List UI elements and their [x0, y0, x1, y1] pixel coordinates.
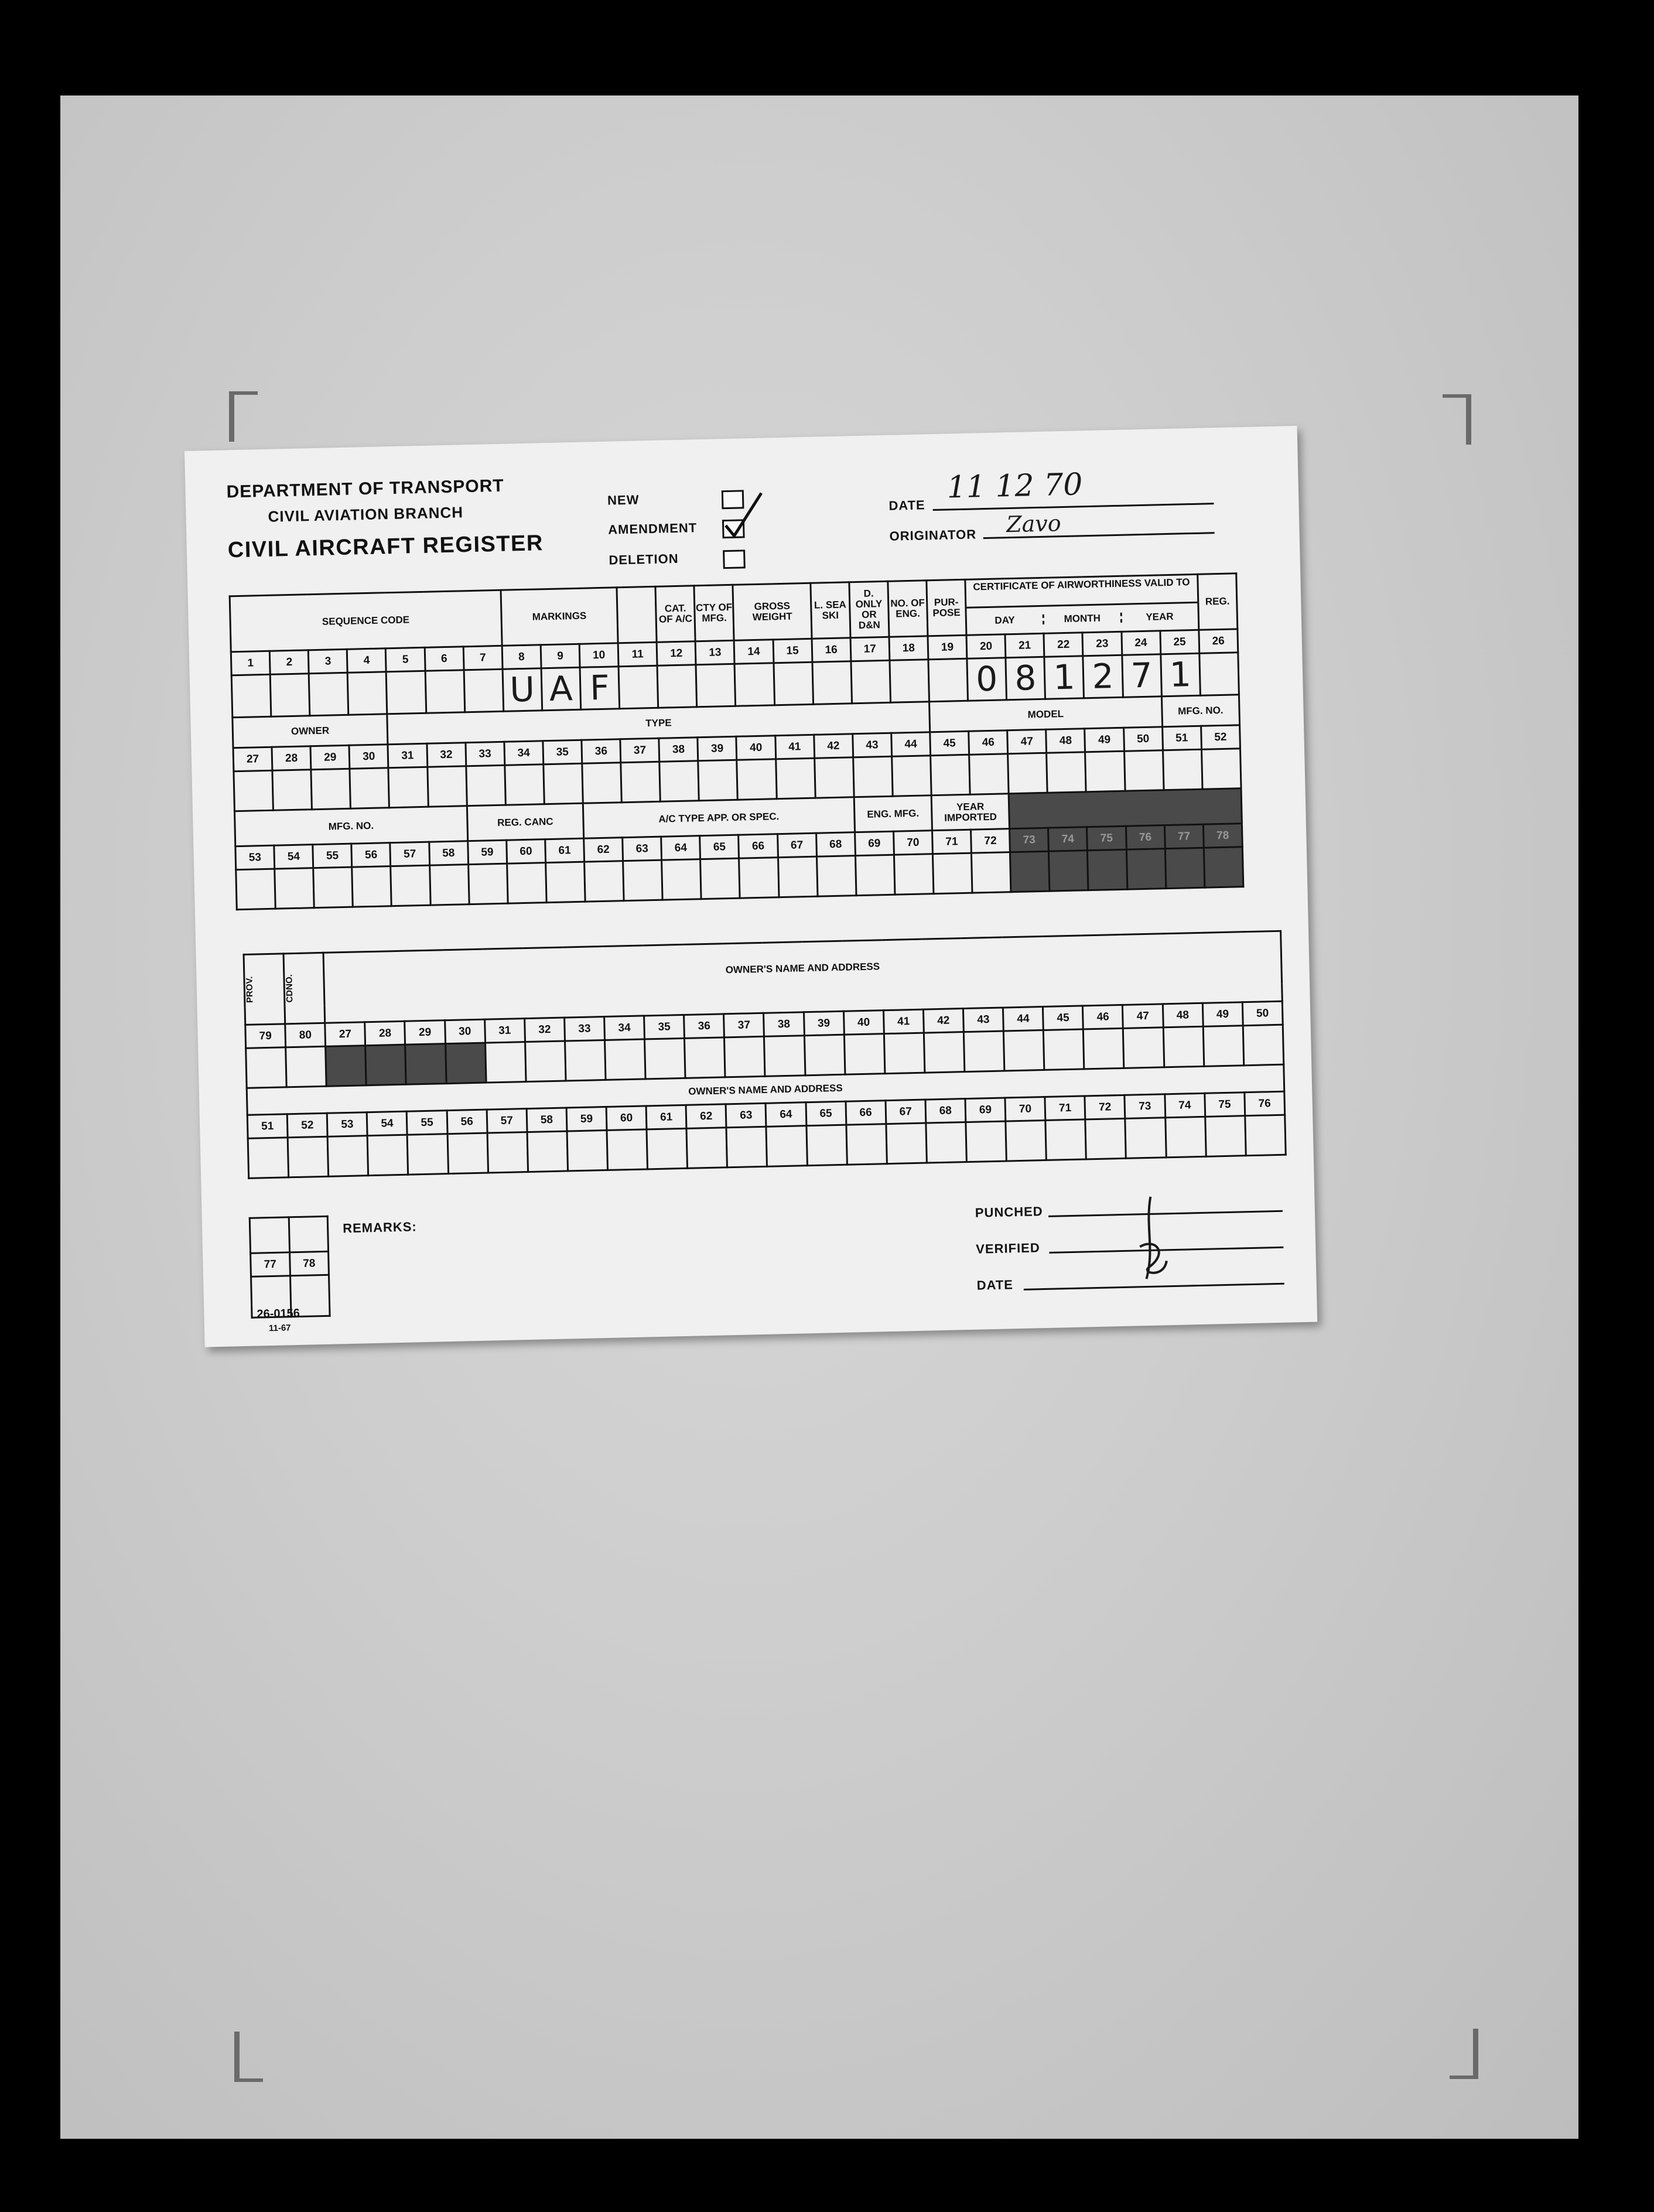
register-grid-1	[229, 572, 1245, 910]
col-num: 15	[773, 639, 812, 663]
value-cell[interactable]	[425, 670, 465, 713]
branch-title: CIVIL AVIATION BRANCH	[268, 503, 464, 525]
col-num: 48	[1163, 1003, 1203, 1028]
col-num: 30	[445, 1019, 485, 1044]
no-eng-header: NO. OF ENG.	[888, 581, 928, 637]
col-num: 14	[734, 640, 773, 664]
col-num: 63	[726, 1103, 766, 1128]
col-num-77: 77	[251, 1252, 290, 1276]
value-cell[interactable]	[270, 674, 310, 716]
col-num: 50	[1123, 727, 1163, 751]
mfg-no-header-2: MFG. NO.	[234, 806, 467, 846]
col-num: 62	[584, 838, 623, 862]
initials-mark-icon	[1127, 1190, 1182, 1285]
value-cell[interactable]	[387, 671, 426, 714]
col-num: 55	[313, 844, 352, 868]
value-cell[interactable]	[1200, 653, 1239, 695]
col-num: 5	[386, 647, 425, 671]
col-num: 54	[274, 845, 313, 869]
col-num: 19	[928, 635, 967, 659]
col-num: 76	[1126, 825, 1165, 849]
deletion-checkbox[interactable]	[723, 549, 746, 569]
crop-mark-bottom-right	[1450, 2029, 1478, 2079]
col-num: 28	[365, 1021, 405, 1046]
d-only-header: D. ONLY OR D&N	[849, 581, 889, 637]
col-num: 45	[930, 731, 969, 755]
col-num: 68	[816, 832, 855, 856]
col-num: 28	[272, 746, 311, 770]
col-num: 9	[541, 644, 580, 668]
col-num: 17	[850, 637, 890, 661]
value-cell[interactable]	[657, 665, 697, 708]
col-num: 39	[804, 1011, 844, 1036]
col-num: 30	[349, 745, 388, 769]
amendment-label: AMENDMENT	[607, 520, 698, 537]
remarks-label: REMARKS:	[342, 1219, 417, 1236]
originator-value[interactable]: Zavo	[1006, 510, 1062, 538]
col-num: 38	[659, 738, 698, 762]
col-num: 78	[1203, 824, 1242, 848]
col-num: 58	[429, 841, 468, 865]
value-cell[interactable]	[696, 664, 736, 706]
month-header: MONTH	[1043, 612, 1120, 624]
value-cell[interactable]: 1	[1160, 653, 1200, 696]
originator-label: ORIGINATOR	[889, 527, 977, 544]
col-num: 35	[644, 1015, 685, 1039]
col-num: 75	[1204, 1093, 1245, 1117]
new-label: NEW	[607, 492, 640, 508]
col-num: 65	[806, 1101, 846, 1126]
value-cell[interactable]: U	[503, 668, 542, 711]
col-num: 60	[506, 839, 545, 863]
col-num: 37	[620, 738, 659, 762]
value-cell[interactable]	[464, 669, 504, 712]
col-num: 3	[308, 649, 347, 673]
footer-date-label: DATE	[976, 1277, 1014, 1293]
owner-name-header-1: OWNER'S NAME AND ADDRESS	[323, 931, 1281, 1005]
col-num: 36	[582, 739, 621, 763]
col-num: 46	[1083, 1005, 1123, 1029]
col-num: 75	[1087, 826, 1126, 850]
col-num: 7	[463, 646, 503, 670]
col-num: 29	[405, 1020, 445, 1045]
col-num: 43	[852, 733, 891, 757]
col-num: 59	[467, 840, 507, 864]
owner-header: OWNER	[233, 714, 388, 748]
col-num: 69	[965, 1098, 1006, 1122]
crop-mark-bottom-left	[234, 2032, 263, 2082]
purpose-header: PUR-POSE	[927, 579, 966, 636]
col-num: 72	[1085, 1095, 1125, 1119]
cdno-header-cell	[283, 953, 325, 1024]
col-num: 73	[1125, 1094, 1165, 1119]
col-num: 18	[889, 636, 928, 660]
col-num: 58	[527, 1108, 567, 1132]
col-num: 52	[287, 1113, 327, 1138]
year-header: YEAR	[1120, 610, 1198, 623]
cols-77-78	[249, 1216, 331, 1319]
value-cell[interactable]	[928, 658, 968, 701]
value-cell[interactable]	[231, 674, 271, 717]
col-num: 66	[846, 1101, 886, 1125]
col-num: 6	[425, 647, 464, 671]
crop-mark-top-right	[1443, 394, 1471, 445]
model-header: MODEL	[929, 697, 1163, 732]
value-cell[interactable]: A	[541, 667, 581, 710]
crop-mark-top-left	[229, 391, 258, 442]
form-number: 26-0156	[257, 1306, 300, 1321]
col-num: 26	[1199, 629, 1238, 653]
col-num: 70	[1005, 1097, 1045, 1121]
col-num: 31	[484, 1019, 525, 1043]
col-num: 60	[606, 1106, 647, 1131]
col-num: 49	[1202, 1002, 1243, 1027]
form-date: 11-67	[268, 1323, 291, 1334]
value-cell[interactable]	[347, 672, 387, 715]
col-num: 33	[564, 1016, 604, 1041]
col-num: 31	[388, 743, 427, 767]
col-num: 42	[923, 1009, 963, 1033]
col-num: 61	[545, 838, 585, 862]
sequence-code-header: SEQUENCE CODE	[230, 590, 502, 651]
cert-header: CERTIFICATE OF AIRWORTHINESS VALID TO	[966, 575, 1197, 608]
ac-type-app-header: A/C TYPE APP. OR SPEC.	[583, 797, 855, 838]
col-num: 10	[579, 643, 618, 667]
value-cell[interactable]: 8	[1006, 657, 1045, 699]
col-num: 50	[1242, 1001, 1283, 1026]
col-num: 25	[1160, 630, 1200, 654]
year-imported-header: YEAR IMPORTED	[931, 794, 1010, 831]
col-num: 53	[327, 1112, 367, 1137]
col-num: 62	[686, 1104, 726, 1129]
col-num: 67	[886, 1100, 926, 1124]
value-cell[interactable]	[851, 660, 891, 703]
col-num: 54	[367, 1111, 408, 1136]
col-num: 44	[891, 732, 931, 756]
col-num: 66	[739, 834, 778, 858]
col-num: 70	[893, 831, 932, 855]
col-num: 64	[661, 836, 700, 860]
cty-header: CTY OF MFG.	[694, 585, 734, 641]
check-mark-icon	[720, 488, 768, 542]
col-num: 37	[724, 1013, 764, 1037]
value-cell[interactable]	[890, 660, 929, 702]
col-num: 1	[231, 651, 270, 675]
col-num: 79	[245, 1024, 286, 1049]
col-num: 47	[1123, 1004, 1163, 1029]
col-num: 80	[285, 1023, 326, 1047]
col-num: 29	[310, 745, 350, 769]
reg-canc-header: REG. CANC	[467, 803, 584, 841]
dept-title: DEPARTMENT OF TRANSPORT	[226, 476, 504, 502]
col-num: 57	[390, 842, 429, 866]
col-num: 71	[1045, 1096, 1085, 1121]
col-num: 52	[1201, 725, 1240, 749]
col-num: 47	[1007, 729, 1047, 753]
col-num: 76	[1245, 1091, 1285, 1116]
col-num: 41	[883, 1009, 924, 1034]
col-num: 67	[777, 833, 816, 857]
register-title: CIVIL AIRCRAFT REGISTER	[227, 531, 544, 563]
col-num: 44	[1003, 1006, 1043, 1031]
col-num: 23	[1082, 631, 1122, 656]
col-num: 33	[466, 742, 505, 766]
punched-label: PUNCHED	[975, 1204, 1043, 1220]
day-header: DAY	[995, 614, 1015, 626]
amendment-checkbox[interactable]	[722, 519, 745, 538]
value-cell[interactable]: 7	[1122, 654, 1161, 697]
col-num: 42	[814, 734, 853, 758]
col-num: 55	[407, 1111, 447, 1135]
col-num: 41	[775, 735, 814, 759]
cdno-header: CDNO.	[284, 974, 295, 1003]
col-num: 13	[695, 640, 734, 664]
register-card	[184, 426, 1317, 1347]
prov-header: PROV.	[244, 976, 255, 1003]
col-num: 72	[971, 829, 1010, 853]
col-num: 61	[646, 1105, 686, 1129]
col-num: 35	[543, 740, 582, 764]
value-cell[interactable]: 0	[967, 658, 1007, 701]
col-num: 53	[235, 845, 275, 869]
col-num: 56	[447, 1110, 487, 1134]
col-num: 11	[618, 642, 657, 666]
col-num: 27	[325, 1022, 365, 1047]
value-cell[interactable]	[812, 661, 852, 704]
value-cell[interactable]	[309, 673, 348, 715]
col-num: 12	[657, 641, 696, 665]
col-num: 34	[504, 741, 544, 765]
col-num: 65	[700, 835, 739, 859]
col-num: 77	[1164, 824, 1204, 848]
value-cell[interactable]	[773, 662, 813, 705]
col-num: 4	[347, 648, 387, 673]
col-num: 57	[487, 1109, 527, 1134]
value-cell[interactable]: 1	[1044, 656, 1084, 699]
sea-ski-header: L. SEA SKI	[811, 582, 850, 639]
deletion-label: DELETION	[609, 551, 679, 568]
col-num-78: 78	[289, 1251, 329, 1275]
value-cell[interactable]: F	[580, 667, 620, 709]
col-num: 74	[1164, 1093, 1205, 1118]
col-num: 36	[684, 1014, 725, 1039]
col-num: 40	[843, 1011, 884, 1035]
col-num: 21	[1005, 633, 1044, 657]
col-num: 49	[1085, 728, 1124, 752]
value-cell[interactable]: 2	[1083, 655, 1123, 698]
date-label: DATE	[888, 497, 925, 513]
gross-weight-header: GROSS WEIGHT	[733, 583, 811, 640]
col-num: 48	[1046, 729, 1085, 753]
col-num: 2	[269, 650, 309, 674]
col-num: 32	[426, 743, 466, 767]
col-num: 46	[969, 730, 1008, 755]
type-header: TYPE	[387, 702, 929, 745]
col-num: 8	[502, 645, 541, 669]
col-num: 64	[766, 1102, 806, 1127]
col-num: 69	[855, 831, 894, 855]
owner-name-header-2: OWNER'S NAME AND ADDRESS	[247, 1064, 1284, 1115]
col-num: 45	[1043, 1006, 1084, 1030]
col-num: 38	[764, 1012, 804, 1037]
register-grid-2	[242, 930, 1286, 1179]
col-num: 51	[1162, 726, 1201, 750]
date-value[interactable]: 11 12 70	[946, 467, 1083, 506]
shaded-block	[1009, 788, 1242, 829]
col-num: 43	[963, 1008, 1003, 1032]
mfg-no-header-1: MFG. NO.	[1161, 695, 1240, 727]
col-num: 71	[932, 830, 971, 854]
reg-header: REG.	[1197, 574, 1237, 630]
col-num: 63	[623, 837, 662, 861]
col-num: 24	[1121, 631, 1160, 655]
value-cell[interactable]	[734, 663, 774, 706]
prov-header-cell	[244, 954, 285, 1025]
markings-header: MARKINGS	[501, 588, 618, 646]
col-num: 16	[812, 638, 851, 662]
cert-header-cell	[965, 574, 1199, 635]
col-num: 32	[524, 1018, 565, 1042]
cat-header: CAT. OF A/C	[655, 586, 695, 642]
col-num: 22	[1044, 633, 1083, 657]
col-num: 56	[351, 843, 391, 867]
col-num: 40	[736, 736, 775, 760]
col-num: 68	[925, 1099, 966, 1124]
col-num: 39	[698, 736, 737, 760]
col-num: 74	[1048, 827, 1088, 851]
eng-mfg-header: ENG. MFG.	[854, 796, 932, 832]
col-num: 51	[247, 1114, 288, 1139]
verified-label: VERIFIED	[975, 1240, 1040, 1257]
col-num: 59	[566, 1107, 607, 1131]
col-num: 27	[233, 747, 272, 771]
col-num: 73	[1010, 828, 1049, 852]
value-cell[interactable]	[618, 665, 658, 708]
col-num: 20	[966, 634, 1006, 658]
col-num: 34	[604, 1016, 645, 1040]
